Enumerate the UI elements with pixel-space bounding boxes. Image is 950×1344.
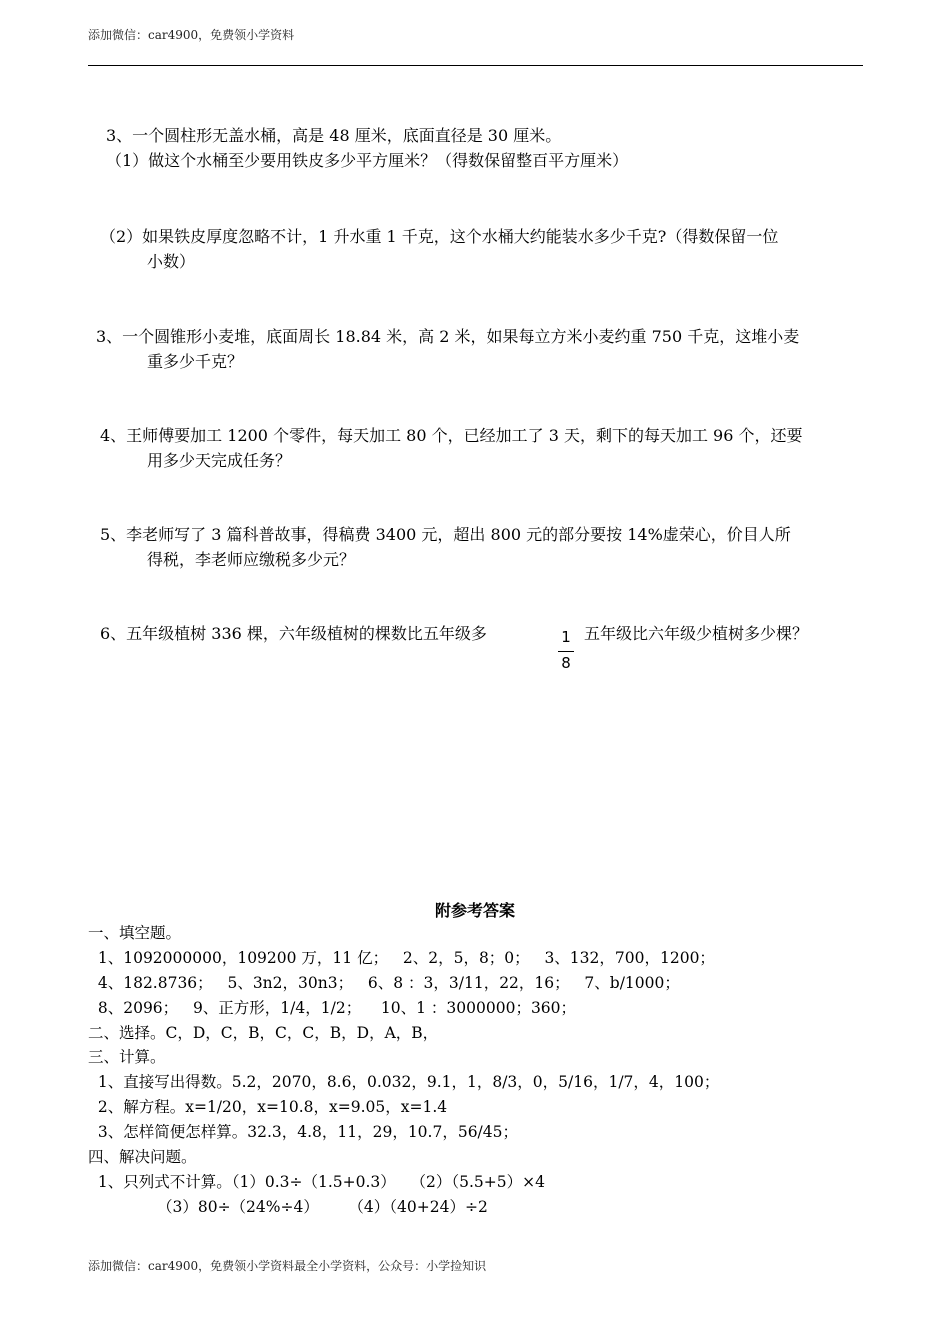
answer-line: 三、计算。 <box>88 1048 166 1066</box>
question-6-text-after: 五年级比六年级少植树多少棵？ <box>584 624 809 643</box>
fraction-bar <box>558 651 574 652</box>
question-3a-sub1: （1）做这个水桶至少要用铁皮多少平方厘米？（得数保留整百平方厘米） <box>106 151 629 170</box>
answer-line: 2、解方程。x=1/20，x=10.8，x=9.05，x=1.4 <box>88 1098 448 1116</box>
answer-line: 4、182.8736； 5、3n2，30n3； 6、8 ：3，3/11，22，16； 7、b/1000； <box>88 974 680 992</box>
answers-title: 附参考答案 <box>434 901 515 920</box>
question-3a-sub2-line2: 小数） <box>147 252 196 271</box>
answer-line: 1、直接写出得数。5.2，2070，8.6，0.032，9.1，1，8/3，0，5/16，1/7，4，100； <box>88 1073 720 1091</box>
fraction-one-eighth <box>556 628 576 674</box>
question-5-line2: 得税，李老师应缴税多少元？ <box>147 550 356 569</box>
header-divider <box>88 65 863 66</box>
question-3b-line1: 3、一个圆锥形小麦堆，底面周长 18.84 米，高 2 米，如果每立方米小麦约重 750 千克，这堆小麦 <box>96 327 800 346</box>
fraction-numerator: 1 <box>561 628 571 646</box>
question-3a-line1: 3、一个圆柱形无盖水桶，高是 48 厘米，底面直径是 30 厘米。 <box>106 126 562 145</box>
answer-line: 1、1092000000，109200 万，11 亿； 2、2，5，8；0； 3、132，700，1200； <box>88 949 715 967</box>
question-3b-line2: 重多少千克？ <box>147 352 244 371</box>
answer-line: 一、填空题。 <box>88 924 182 942</box>
question-3a-sub2-line1: （2）如果铁皮厚度忽略不计，1 升水重 1 千克，这个水桶大约能装水多少千克?（得数保留一位 <box>100 227 779 246</box>
question-4-line1: 4、王师傅要加工 1200 个零件，每天加工 80 个，已经加工了 3 天，剩下的每天加工 96 个，还要 <box>100 426 803 445</box>
page-header: 添加微信：car4900，免费领小学资料 <box>88 28 295 42</box>
answer-line: （3）80÷（24%÷4） （4）（40+24）÷2 <box>88 1198 488 1216</box>
page-footer: 添加微信：car4900，免费领小学资料最全小学资料，公众号：小学捡知识 <box>88 1259 487 1273</box>
answer-line: 二、选择。C，D，C，B，C，C，B，D，A，B， <box>88 1024 439 1042</box>
answer-line: 1、只列式不计算。（1）0.3÷（1.5+0.3） （2）（5.5+5）×4 <box>88 1173 545 1191</box>
answer-line: 8、2096； 9、正方形，1/4，1/2； 10、1 ：3000000；360； <box>88 999 577 1017</box>
answer-line: 四、解决问题。 <box>88 1148 197 1166</box>
answer-line: 3、怎样简便怎样算。32.3，4.8，11，29，10.7，56/45； <box>88 1123 519 1141</box>
question-4-line2: 用多少天完成任务？ <box>147 451 292 470</box>
fraction-denominator: 8 <box>561 654 571 672</box>
question-6-text: 6、五年级植树 336 棵，六年级植树的棵数比五年级多 <box>100 624 487 643</box>
question-5-line1: 5、李老师写了 3 篇科普故事，得稿费 3400 元，超出 800 元的部分要按 14%虚荣心，价目人所 <box>100 525 791 544</box>
